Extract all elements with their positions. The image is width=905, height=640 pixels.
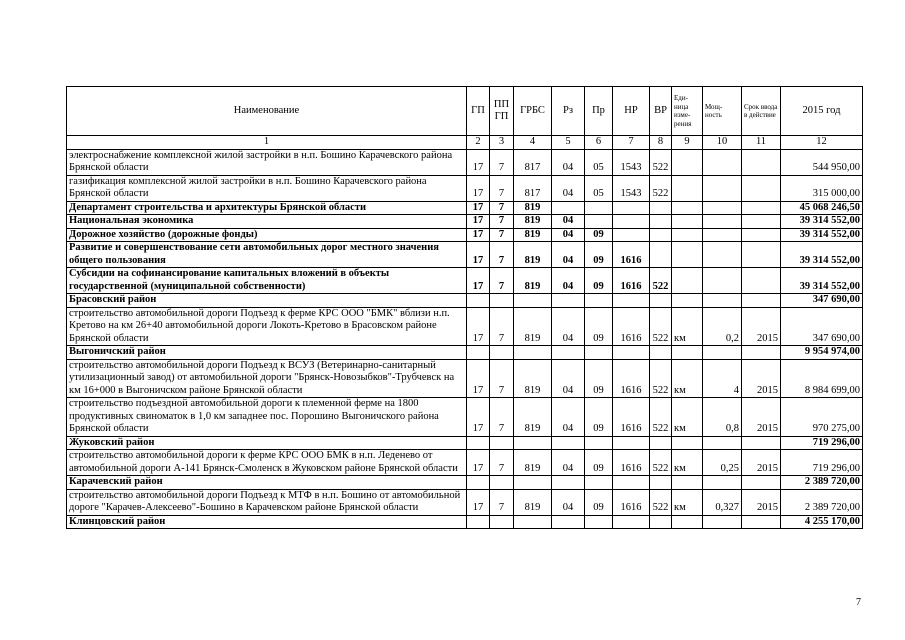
cell-rz xyxy=(552,436,585,450)
cell-grbs xyxy=(514,515,552,529)
col-number: 4 xyxy=(514,136,552,150)
cell-vr: 522 xyxy=(650,307,672,346)
cell-rz: 04 xyxy=(552,450,585,476)
cell-power: 0,8 xyxy=(703,398,742,437)
cell-amount: 2 389 720,00 xyxy=(781,476,863,490)
cell-grbs: 817 xyxy=(514,175,552,201)
cell-amount: 39 314 552,00 xyxy=(781,268,863,294)
cell-gp: 17 xyxy=(467,215,490,229)
col-header-nr: НР xyxy=(613,87,650,136)
cell-unit xyxy=(672,175,703,201)
cell-rz: 04 xyxy=(552,215,585,229)
section-row xyxy=(67,228,863,242)
cell-pgp: 7 xyxy=(490,228,514,242)
cell-nr xyxy=(613,436,650,450)
cell-term: 2015 xyxy=(742,307,781,346)
cell-name: Клинцовский район xyxy=(67,515,467,529)
cell-nr xyxy=(613,476,650,490)
cell-vr: 522 xyxy=(650,149,672,175)
col-header-name: Наименование xyxy=(67,87,467,136)
section-row xyxy=(67,476,863,490)
section-row xyxy=(67,268,863,294)
cell-pgp: 7 xyxy=(490,201,514,215)
cell-nr xyxy=(613,215,650,229)
cell-term xyxy=(742,175,781,201)
cell-pr xyxy=(585,515,613,529)
cell-gp: 17 xyxy=(467,242,490,268)
cell-grbs: 819 xyxy=(514,489,552,515)
cell-rz: 04 xyxy=(552,228,585,242)
cell-name: Карачевский район xyxy=(67,476,467,490)
cell-unit xyxy=(672,215,703,229)
cell-gp: 17 xyxy=(467,359,490,398)
cell-unit xyxy=(672,436,703,450)
cell-rz: 04 xyxy=(552,398,585,437)
cell-unit xyxy=(672,515,703,529)
cell-term xyxy=(742,515,781,529)
cell-term xyxy=(742,215,781,229)
table-row xyxy=(67,149,863,175)
cell-amount: 970 275,00 xyxy=(781,398,863,437)
col-header-power: Мощ-ность xyxy=(703,87,742,136)
section-row xyxy=(67,436,863,450)
cell-unit xyxy=(672,476,703,490)
cell-term xyxy=(742,476,781,490)
cell-name: газификация комплексной жилой застройки в н.п. Бошино Карачевского района Брянской области xyxy=(67,175,467,201)
cell-nr xyxy=(613,346,650,360)
cell-pr: 09 xyxy=(585,489,613,515)
cell-nr xyxy=(613,228,650,242)
cell-gp: 17 xyxy=(467,201,490,215)
cell-grbs xyxy=(514,476,552,490)
cell-rz xyxy=(552,201,585,215)
cell-name: строительство автомобильной дороги Подъезд к ВСУЗ (Ветеринарно-санитарный утилизационный завод) от автомобильной дороги "Брянск-Новозыбков"-Трубчевск на км 16+000 в Выгоничском районе Брянской области xyxy=(67,359,467,398)
cell-power: 0,327 xyxy=(703,489,742,515)
cell-grbs: 819 xyxy=(514,215,552,229)
col-number: 2 xyxy=(467,136,490,150)
cell-term xyxy=(742,294,781,308)
cell-pgp: 7 xyxy=(490,242,514,268)
table-row xyxy=(67,450,863,476)
cell-nr: 1543 xyxy=(613,149,650,175)
cell-amount: 4 255 170,00 xyxy=(781,515,863,529)
cell-pr: 09 xyxy=(585,450,613,476)
cell-rz: 04 xyxy=(552,242,585,268)
cell-name: Развитие и совершенствование сети автомобильных дорог местного значения общего пользования xyxy=(67,242,467,268)
section-row xyxy=(67,242,863,268)
cell-term xyxy=(742,436,781,450)
section-row xyxy=(67,215,863,229)
cell-pr xyxy=(585,346,613,360)
cell-rz: 04 xyxy=(552,489,585,515)
cell-gp xyxy=(467,294,490,308)
cell-term: 2015 xyxy=(742,450,781,476)
cell-term xyxy=(742,201,781,215)
section-row xyxy=(67,294,863,308)
col-number: 7 xyxy=(613,136,650,150)
cell-name: Национальная экономика xyxy=(67,215,467,229)
col-header-vr: ВР xyxy=(650,87,672,136)
cell-gp xyxy=(467,476,490,490)
header-row xyxy=(67,87,863,136)
cell-nr: 1616 xyxy=(613,268,650,294)
cell-rz xyxy=(552,294,585,308)
cell-term xyxy=(742,268,781,294)
cell-vr: 522 xyxy=(650,398,672,437)
cell-unit: км xyxy=(672,307,703,346)
cell-name: Субсидии на софинансирование капитальных вложений в объекты государственной (муниципальной собственности) xyxy=(67,268,467,294)
cell-power xyxy=(703,346,742,360)
table-row xyxy=(67,175,863,201)
cell-amount: 45 068 246,50 xyxy=(781,201,863,215)
cell-unit xyxy=(672,242,703,268)
cell-pgp xyxy=(490,476,514,490)
cell-name: Брасовский район xyxy=(67,294,467,308)
col-number: 3 xyxy=(490,136,514,150)
cell-grbs: 819 xyxy=(514,359,552,398)
cell-name: Дорожное хозяйство (дорожные фонды) xyxy=(67,228,467,242)
cell-vr xyxy=(650,294,672,308)
cell-pgp: 7 xyxy=(490,268,514,294)
cell-vr: 522 xyxy=(650,450,672,476)
section-row xyxy=(67,346,863,360)
cell-rz xyxy=(552,515,585,529)
cell-name: Выгоничский район xyxy=(67,346,467,360)
cell-unit: км xyxy=(672,359,703,398)
cell-vr xyxy=(650,436,672,450)
cell-grbs: 819 xyxy=(514,242,552,268)
cell-power xyxy=(703,515,742,529)
cell-pgp: 7 xyxy=(490,175,514,201)
cell-pgp: 7 xyxy=(490,215,514,229)
table-row xyxy=(67,359,863,398)
cell-pgp: 7 xyxy=(490,307,514,346)
cell-unit: км xyxy=(672,489,703,515)
cell-power xyxy=(703,242,742,268)
cell-pr: 09 xyxy=(585,268,613,294)
table-row xyxy=(67,489,863,515)
cell-power xyxy=(703,294,742,308)
cell-name: строительство автомобильной дороги к ферме КРС ООО БМК в н.п. Леденево от автомобильной дороги А-141 Брянск-Смоленск в Жуковском районе Брянской области xyxy=(67,450,467,476)
cell-power: 0,25 xyxy=(703,450,742,476)
cell-amount: 719 296,00 xyxy=(781,450,863,476)
cell-pgp: 7 xyxy=(490,359,514,398)
cell-rz: 04 xyxy=(552,359,585,398)
cell-name: строительство автомобильной дороги Подъезд к ферме КРС ООО "БМК" вблизи н.п. Кретово на км 26+40 автомобильной дороги Локоть-Кретово в Брасовском районе Брянской области xyxy=(67,307,467,346)
col-header-gp: ГП xyxy=(467,87,490,136)
cell-grbs: 819 xyxy=(514,228,552,242)
cell-name: строительство подъездной автомобильной дороги к племенной ферме на 1800 продуктивных свиноматок в 1,0 км западнее пос. Порошино Выгоничского района Брянской области xyxy=(67,398,467,437)
cell-pgp xyxy=(490,515,514,529)
cell-amount: 347 690,00 xyxy=(781,294,863,308)
col-header-grbs: ГРБС xyxy=(514,87,552,136)
cell-pgp xyxy=(490,294,514,308)
cell-power: 0,2 xyxy=(703,307,742,346)
col-number: 5 xyxy=(552,136,585,150)
cell-gp xyxy=(467,436,490,450)
cell-vr: 522 xyxy=(650,268,672,294)
cell-gp: 17 xyxy=(467,175,490,201)
cell-vr xyxy=(650,515,672,529)
cell-grbs xyxy=(514,436,552,450)
cell-pgp xyxy=(490,346,514,360)
cell-amount: 39 314 552,00 xyxy=(781,215,863,229)
cell-amount: 719 296,00 xyxy=(781,436,863,450)
cell-vr xyxy=(650,228,672,242)
col-number: 11 xyxy=(742,136,781,150)
cell-gp: 17 xyxy=(467,149,490,175)
cell-nr: 1616 xyxy=(613,307,650,346)
cell-grbs xyxy=(514,294,552,308)
cell-gp: 17 xyxy=(467,268,490,294)
cell-power xyxy=(703,201,742,215)
cell-pr xyxy=(585,215,613,229)
cell-term: 2015 xyxy=(742,359,781,398)
cell-pr: 09 xyxy=(585,242,613,268)
cell-rz xyxy=(552,476,585,490)
cell-pgp: 7 xyxy=(490,398,514,437)
cell-term: 2015 xyxy=(742,398,781,437)
cell-pgp xyxy=(490,436,514,450)
cell-pr: 09 xyxy=(585,307,613,346)
cell-pr: 09 xyxy=(585,398,613,437)
cell-pgp: 7 xyxy=(490,489,514,515)
cell-nr: 1616 xyxy=(613,359,650,398)
col-number: 9 xyxy=(672,136,703,150)
column-number-row xyxy=(67,136,863,150)
cell-unit: км xyxy=(672,398,703,437)
cell-grbs: 819 xyxy=(514,398,552,437)
cell-grbs: 817 xyxy=(514,149,552,175)
cell-power xyxy=(703,149,742,175)
cell-nr: 1616 xyxy=(613,398,650,437)
cell-vr xyxy=(650,242,672,268)
cell-rz: 04 xyxy=(552,149,585,175)
cell-name: Жуковский район xyxy=(67,436,467,450)
cell-power xyxy=(703,268,742,294)
cell-power xyxy=(703,476,742,490)
cell-power xyxy=(703,436,742,450)
col-number: 1 xyxy=(67,136,467,150)
col-header-pr: Пр xyxy=(585,87,613,136)
cell-unit xyxy=(672,149,703,175)
col-header-unit: Еди-ница изме-рения xyxy=(672,87,703,136)
cell-nr: 1616 xyxy=(613,242,650,268)
cell-grbs: 819 xyxy=(514,201,552,215)
cell-nr: 1616 xyxy=(613,489,650,515)
cell-pr xyxy=(585,436,613,450)
cell-nr xyxy=(613,201,650,215)
cell-name: Департамент строительства и архитектуры Брянской области xyxy=(67,201,467,215)
cell-rz: 04 xyxy=(552,268,585,294)
col-number: 6 xyxy=(585,136,613,150)
cell-vr xyxy=(650,215,672,229)
cell-nr xyxy=(613,515,650,529)
cell-name: электроснабжение комплексной жилой застройки в н.п. Бошино Карачевского района Брянской области xyxy=(67,149,467,175)
section-row xyxy=(67,515,863,529)
cell-pr xyxy=(585,201,613,215)
col-header-pgp: ПП ГП xyxy=(490,87,514,136)
cell-unit xyxy=(672,268,703,294)
section-row xyxy=(67,201,863,215)
cell-pgp: 7 xyxy=(490,149,514,175)
cell-term xyxy=(742,346,781,360)
cell-amount: 39 314 552,00 xyxy=(781,242,863,268)
cell-grbs: 819 xyxy=(514,450,552,476)
cell-gp: 17 xyxy=(467,450,490,476)
col-header-rz: Рз xyxy=(552,87,585,136)
budget-table xyxy=(66,86,863,529)
cell-amount: 315 000,00 xyxy=(781,175,863,201)
cell-amount: 2 389 720,00 xyxy=(781,489,863,515)
cell-vr xyxy=(650,346,672,360)
cell-power xyxy=(703,175,742,201)
cell-rz: 04 xyxy=(552,175,585,201)
cell-nr: 1543 xyxy=(613,175,650,201)
cell-vr: 522 xyxy=(650,359,672,398)
cell-amount: 8 984 699,00 xyxy=(781,359,863,398)
cell-vr xyxy=(650,476,672,490)
cell-vr: 522 xyxy=(650,175,672,201)
cell-gp: 17 xyxy=(467,398,490,437)
cell-unit xyxy=(672,228,703,242)
cell-unit xyxy=(672,201,703,215)
cell-power xyxy=(703,228,742,242)
cell-pr: 05 xyxy=(585,149,613,175)
cell-pr xyxy=(585,476,613,490)
cell-pr xyxy=(585,294,613,308)
col-number: 12 xyxy=(781,136,863,150)
cell-amount: 347 690,00 xyxy=(781,307,863,346)
cell-grbs: 819 xyxy=(514,307,552,346)
page-number: 7 xyxy=(856,597,861,608)
cell-rz xyxy=(552,346,585,360)
cell-nr xyxy=(613,294,650,308)
cell-term xyxy=(742,242,781,268)
col-header-year: 2015 год xyxy=(781,87,863,136)
cell-gp xyxy=(467,515,490,529)
cell-vr xyxy=(650,201,672,215)
cell-pr: 05 xyxy=(585,175,613,201)
col-number: 8 xyxy=(650,136,672,150)
cell-term xyxy=(742,149,781,175)
cell-nr: 1616 xyxy=(613,450,650,476)
cell-amount: 39 314 552,00 xyxy=(781,228,863,242)
cell-unit xyxy=(672,346,703,360)
cell-pr: 09 xyxy=(585,359,613,398)
table-row xyxy=(67,307,863,346)
cell-grbs: 819 xyxy=(514,268,552,294)
cell-power xyxy=(703,215,742,229)
cell-term xyxy=(742,228,781,242)
col-number: 10 xyxy=(703,136,742,150)
table-body xyxy=(67,136,863,529)
cell-gp: 17 xyxy=(467,307,490,346)
cell-vr: 522 xyxy=(650,489,672,515)
cell-name: строительство автомобильной дороги Подъезд к МТФ в н.п. Бошино от автомобильной дороге "Карачев-Алексеево"-Бошино в Карачевском районе Брянской области xyxy=(67,489,467,515)
table-row xyxy=(67,398,863,437)
cell-grbs xyxy=(514,346,552,360)
cell-unit xyxy=(672,294,703,308)
cell-pr: 09 xyxy=(585,228,613,242)
cell-amount: 544 950,00 xyxy=(781,149,863,175)
cell-rz: 04 xyxy=(552,307,585,346)
cell-amount: 9 954 974,00 xyxy=(781,346,863,360)
cell-unit: км xyxy=(672,450,703,476)
cell-pgp: 7 xyxy=(490,450,514,476)
cell-term: 2015 xyxy=(742,489,781,515)
cell-power: 4 xyxy=(703,359,742,398)
cell-gp xyxy=(467,346,490,360)
cell-gp: 17 xyxy=(467,228,490,242)
cell-gp: 17 xyxy=(467,489,490,515)
col-header-term: Срок ввода в действие xyxy=(742,87,781,136)
